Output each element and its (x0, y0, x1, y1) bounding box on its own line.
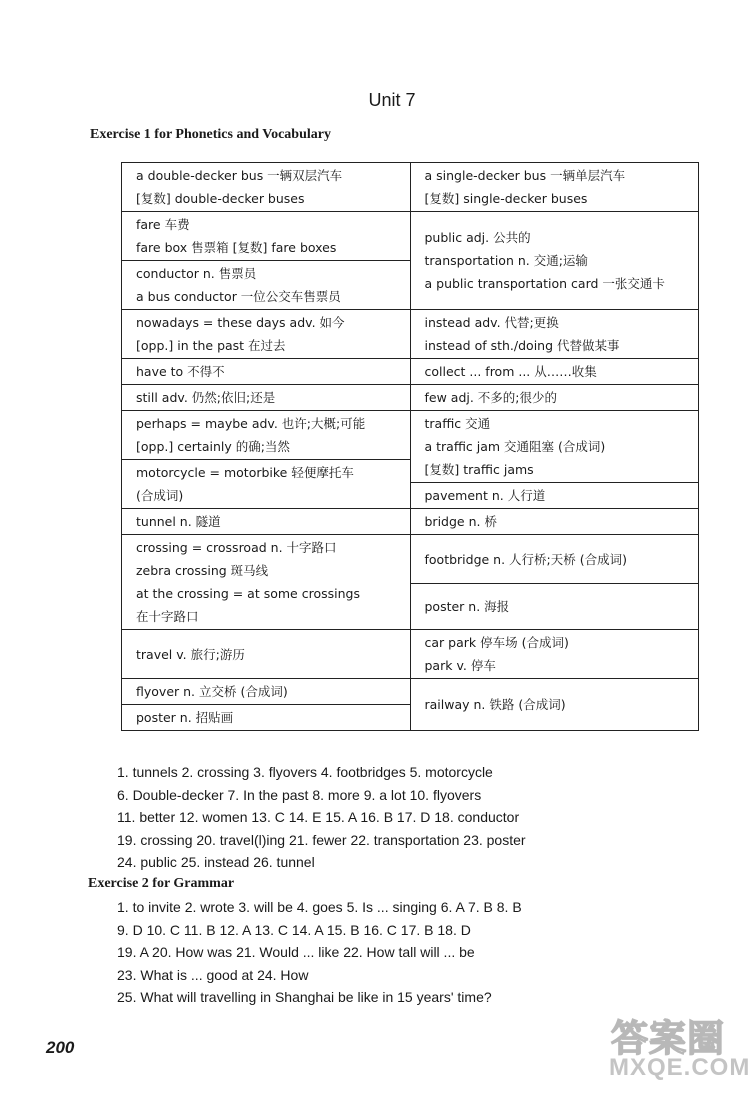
table-row (122, 535, 699, 584)
answer-line: 19. crossing 20. travel(l)ing 21. fewer 22. transportation 23. poster (117, 831, 526, 848)
table-row (122, 509, 699, 535)
answer-line: 1. to invite 2. wrote 3. will be 4. goes 5. Is ... singing 6. A 7. B 8. B (117, 899, 522, 915)
exercise2-heading: Exercise 2 for Grammar (88, 876, 235, 891)
table-cell (410, 163, 699, 212)
vocab-line: motorcycle = motorbike 轻便摩托车 (136, 465, 354, 480)
answer-line: 1. tunnels 2. crossing 3. flyovers 4. footbridges 5. motorcycle (117, 764, 493, 780)
vocab-line: a double-decker bus 一辆双层汽车 (136, 168, 343, 183)
vocab-line: bridge n. 桥 (424, 514, 497, 529)
vocab-line: poster n. 海报 (424, 599, 510, 614)
table-cell (410, 535, 699, 584)
vocab-line: [opp.] in the past 在过去 (136, 338, 286, 353)
vocab-line: nowadays = these days adv. 如今 (136, 315, 345, 330)
vocab-line: a single-decker bus 一辆单层汽车 (424, 168, 626, 183)
table-cell (122, 359, 411, 385)
vocab-line: still adv. 仍然;依旧;还是 (136, 390, 276, 405)
vocab-line: a bus conductor 一位公交车售票员 (136, 289, 341, 304)
vocab-line: [复数] traffic jams (424, 462, 534, 477)
vocab-line: poster n. 招贴画 (136, 710, 234, 725)
answer-line: 11. better 12. women 13. C 14. E 15. A 16. B 17. D 18. conductor (117, 809, 520, 825)
answer-line: 23. What is ... good at 24. How (117, 966, 309, 983)
vocab-line: few adj. 不多的;很少的 (424, 390, 558, 405)
vocab-line: crossing = crossroad n. 十字路口 (136, 540, 337, 555)
table-cell (410, 385, 699, 411)
watermark-logo (607, 1006, 750, 1088)
vocab-line: (合成词) (136, 488, 184, 503)
watermark-text-en: MXQE.COM (609, 1054, 750, 1081)
vocab-line: [复数] single-decker buses (424, 191, 588, 206)
answer-line: 9. D 10. C 11. B 12. A 13. C 14. A 15. B 16. C 17. B 18. D (117, 921, 471, 938)
table-cell (410, 359, 699, 385)
vocab-line: flyover n. 立交桥 (合成词) (136, 684, 288, 699)
table-cell (122, 630, 411, 679)
table-cell (122, 310, 411, 359)
page-number: 200 (46, 1038, 75, 1057)
vocab-line: [复数] double-decker buses (136, 191, 305, 206)
vocab-line: a traffic jam 交通阻塞 (合成词) (424, 439, 606, 454)
table-cell (410, 630, 699, 679)
table-cell (410, 584, 699, 630)
vocab-line: have to 不得不 (136, 364, 225, 379)
vocab-line: a public transportation card 一张交通卡 (424, 276, 665, 291)
table-cell (122, 163, 411, 212)
vocab-line: fare 车费 (136, 217, 190, 232)
table-cell (122, 460, 411, 509)
vocab-line: 在十字路口 (136, 609, 199, 624)
vocab-line: zebra crossing 斑马线 (136, 563, 269, 578)
vocab-line: traffic 交通 (424, 416, 491, 431)
table-cell (122, 535, 411, 630)
vocab-line: fare box 售票箱 [复数] fare boxes (136, 240, 337, 255)
table-cell (122, 212, 411, 261)
vocab-line: public adj. 公共的 (424, 230, 531, 245)
table-cell (410, 509, 699, 535)
exercise1-answers (117, 761, 737, 874)
vocab-line: at the crossing = at some crossings (136, 586, 360, 601)
table-row (122, 163, 699, 212)
exercise1-heading: Exercise 1 for Phonetics and Vocabulary (90, 127, 331, 142)
vocab-line: tunnel n. 隧道 (136, 514, 221, 529)
answer-line: 19. A 20. How was 21. Would ... like 22. How tall will ... be (117, 944, 475, 960)
table-cell (410, 411, 699, 483)
vocab-line: instead adv. 代替;更换 (424, 315, 559, 330)
table-cell (122, 509, 411, 535)
exercise2-answers (117, 896, 737, 1009)
vocab-line: car park 停车场 (合成词) (424, 635, 569, 650)
vocabulary-table (121, 162, 699, 731)
table-cell (122, 385, 411, 411)
table-row (122, 385, 699, 411)
vocab-line: park v. 停车 (424, 658, 496, 673)
vocab-line: railway n. 铁路 (合成词) (424, 697, 566, 712)
table-cell (122, 705, 411, 731)
vocab-line: perhaps = maybe adv. 也许;大概;可能 (136, 416, 366, 431)
table-row (122, 212, 699, 261)
table-row (122, 411, 699, 460)
vocab-line: instead of sth./doing 代替做某事 (424, 338, 620, 353)
answer-line: 6. Double-decker 7. In the past 8. more 9. a lot 10. flyovers (117, 786, 482, 803)
table-cell (410, 212, 699, 310)
table-row (122, 679, 699, 705)
vocab-line: transportation n. 交通;运输 (424, 253, 588, 268)
table-cell (410, 483, 699, 509)
watermark-text-cn: 答案圈 (611, 1017, 725, 1060)
unit-title: Unit 7 (368, 90, 416, 110)
vocab-line: footbridge n. 人行桥;天桥 (合成词) (424, 551, 627, 567)
table-cell (410, 679, 699, 731)
vocab-line: collect ... from ... 从……收集 (424, 364, 597, 379)
table-row (122, 630, 699, 679)
table-row (122, 310, 699, 359)
answer-line: 25. What will travelling in Shanghai be like in 15 years' time? (117, 989, 492, 1005)
table-cell (122, 679, 411, 705)
table-row (122, 359, 699, 385)
vocab-line: travel v. 旅行;游历 (136, 646, 245, 662)
vocab-line: [opp.] certainly 的确;当然 (136, 439, 290, 454)
table-cell (122, 411, 411, 460)
table-cell (122, 261, 411, 310)
table-cell (410, 310, 699, 359)
vocab-line: conductor n. 售票员 (136, 266, 257, 281)
answer-line: 24. public 25. instead 26. tunnel (117, 854, 315, 870)
vocab-line: pavement n. 人行道 (424, 488, 546, 503)
